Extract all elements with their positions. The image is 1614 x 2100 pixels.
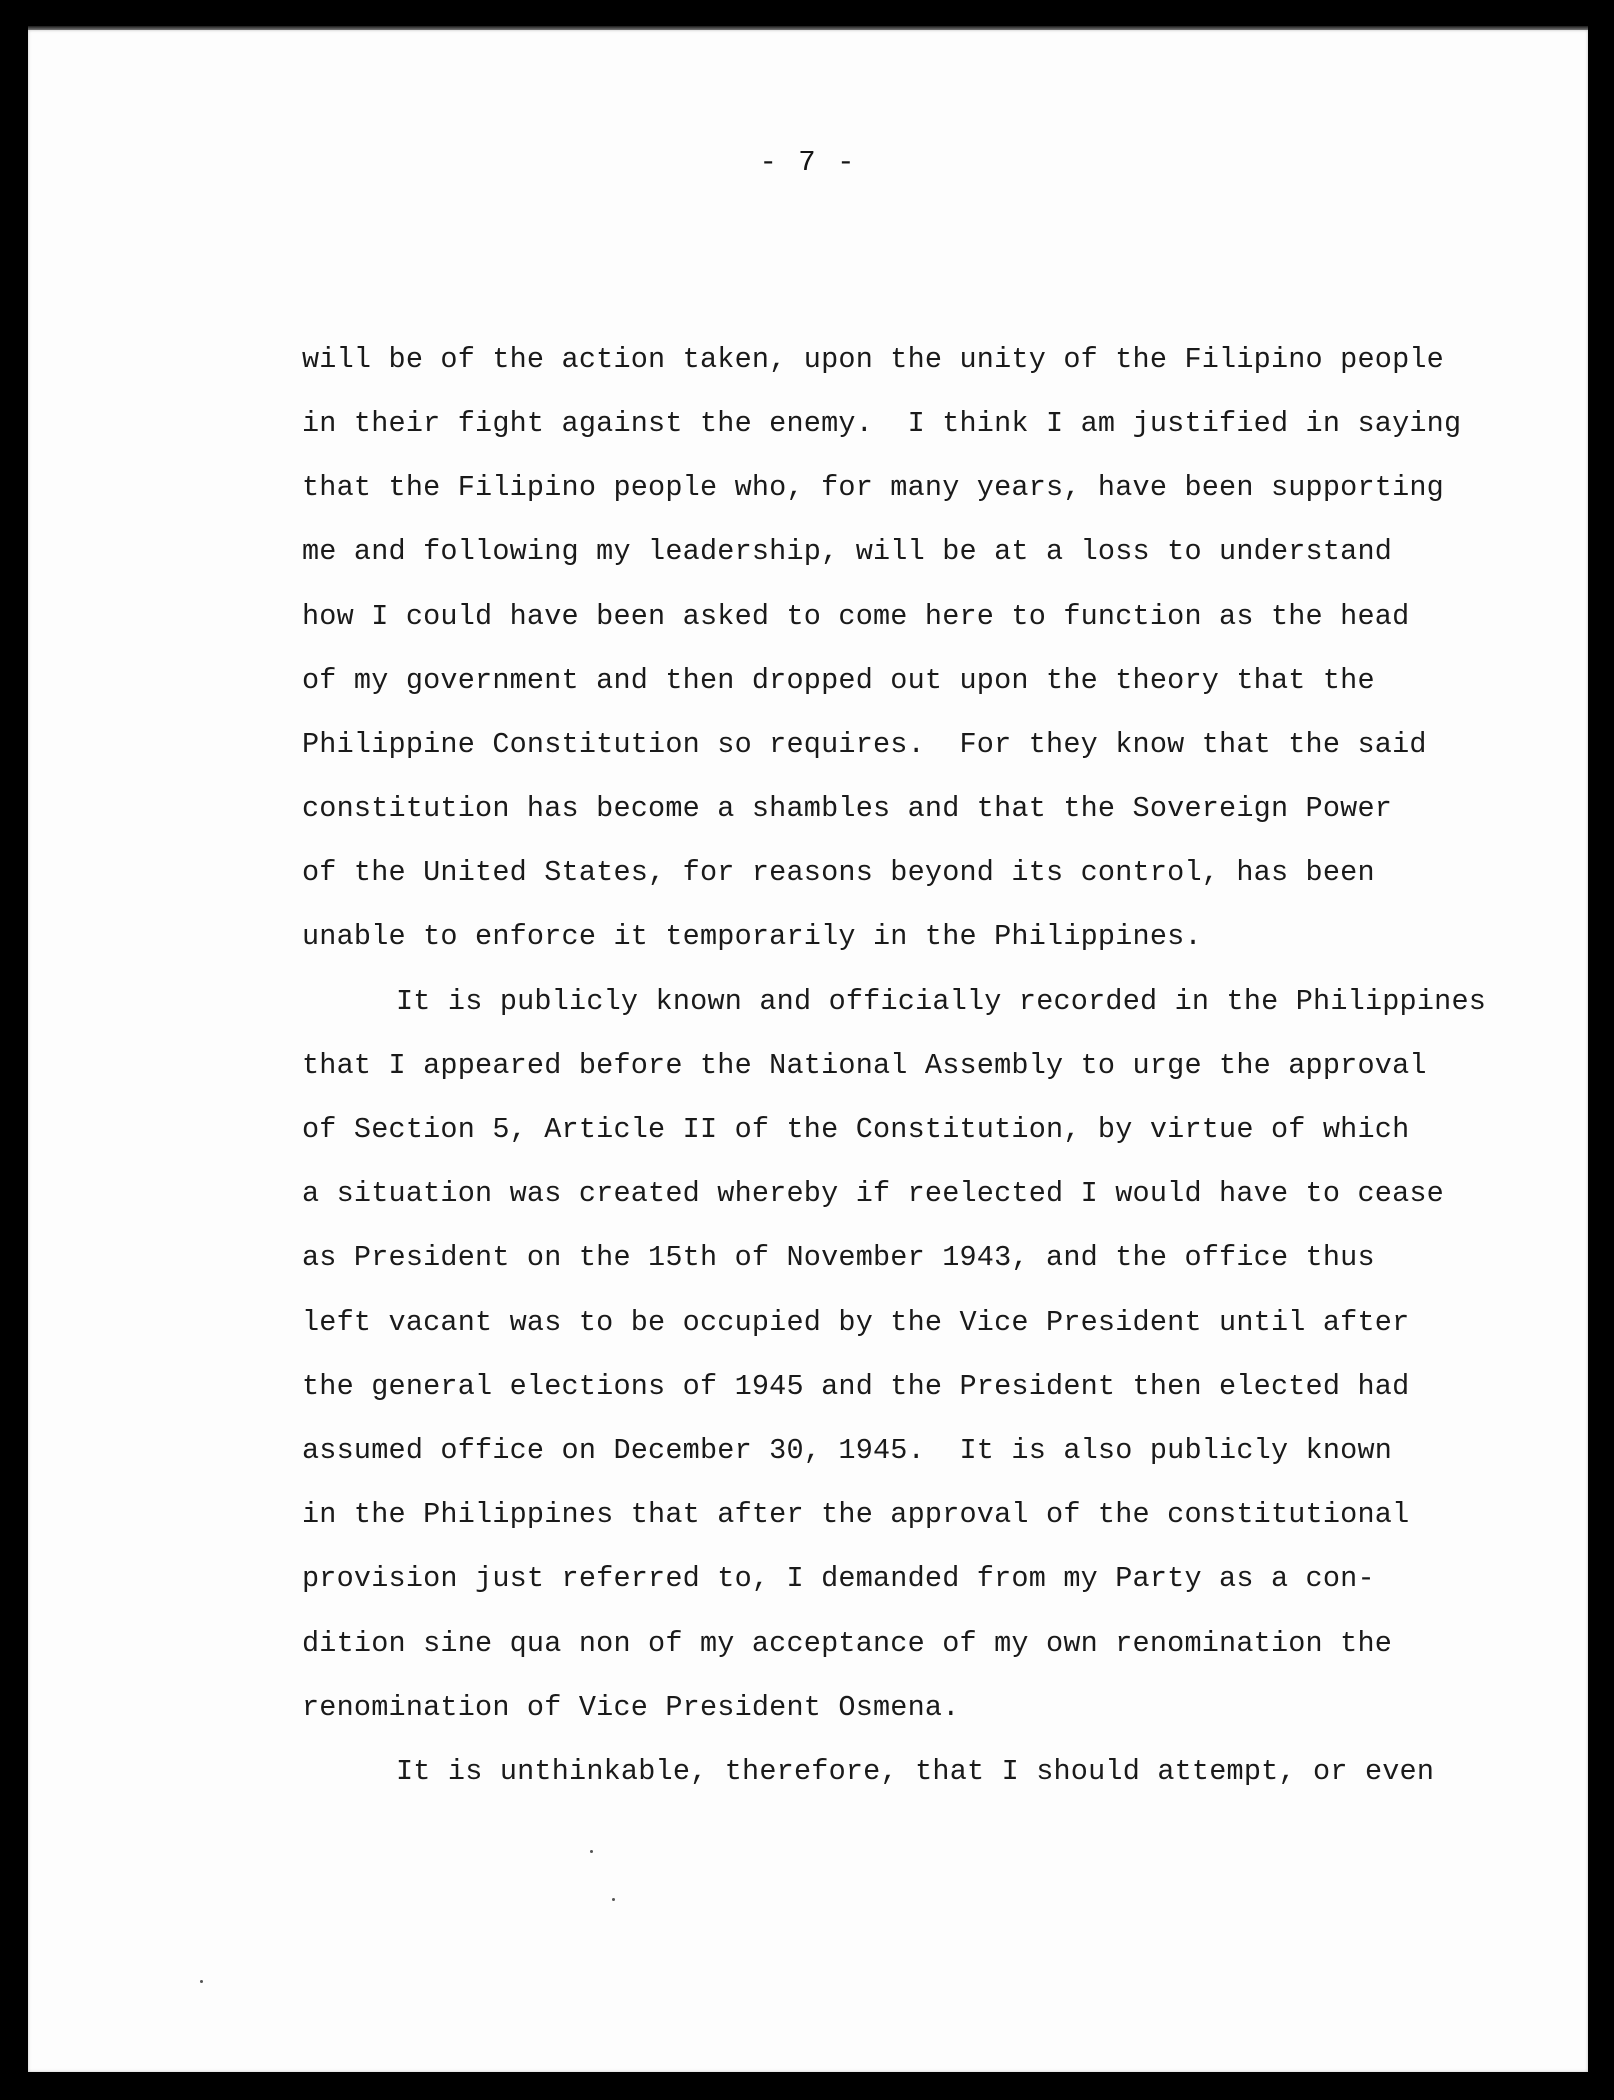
- text-line: constitution has become a shambles and that the Sovereign Power: [302, 792, 1393, 825]
- page-number: - 7 -: [759, 146, 857, 179]
- text-line: unable to enforce it temporarily in the Philippines.: [302, 920, 1202, 953]
- text-line: me and following my leadership, will be at a loss to understand: [302, 535, 1393, 568]
- text-line: of my government and then dropped out upon the theory that the: [302, 664, 1375, 697]
- text-line: of the United States, for reasons beyond its control, has been: [302, 856, 1375, 889]
- text-line: how I could have been asked to come here to function as the head: [302, 600, 1410, 633]
- paper-speck: [200, 1980, 203, 1983]
- text-line: will be of the action taken, upon the unity of the Filipino people: [302, 343, 1444, 376]
- text-line: that I appeared before the National Assembly to urge the approval: [302, 1049, 1427, 1082]
- text-line: that the Filipino people who, for many years, have been supporting: [302, 471, 1444, 504]
- paragraph-start-line: It is unthinkable, therefore, that I should attempt, or even: [396, 1755, 1435, 1788]
- text-line: a situation was created whereby if reelected I would have to cease: [302, 1177, 1444, 1210]
- paper-speck: [612, 1898, 615, 1901]
- text-line: Philippine Constitution so requires. For they know that the said: [302, 728, 1427, 761]
- text-line: in their fight against the enemy. I think I am justified in saying: [302, 407, 1462, 440]
- text-line: renomination of Vice President Osmena.: [302, 1691, 960, 1724]
- text-line: in the Philippines that after the approval of the constitutional: [302, 1498, 1410, 1531]
- text-line: left vacant was to be occupied by the Vice President until after: [302, 1306, 1410, 1339]
- paper-speck: [590, 1850, 593, 1853]
- text-line: of Section 5, Article II of the Constitution, by virtue of which: [302, 1113, 1410, 1146]
- text-line: assumed office on December 30, 1945. It is also publicly known: [302, 1434, 1393, 1467]
- text-line: the general elections of 1945 and the President then elected had: [302, 1370, 1410, 1403]
- paragraph-start-line: It is publicly known and officially recorded in the Philippines: [396, 985, 1487, 1018]
- text-line: provision just referred to, I demanded from my Party as a con-: [302, 1562, 1375, 1595]
- text-line: as President on the 15th of November 1943, and the office thus: [302, 1241, 1375, 1274]
- document-page: [28, 30, 1588, 2072]
- text-line: dition sine qua non of my acceptance of my own renomination the: [302, 1627, 1393, 1660]
